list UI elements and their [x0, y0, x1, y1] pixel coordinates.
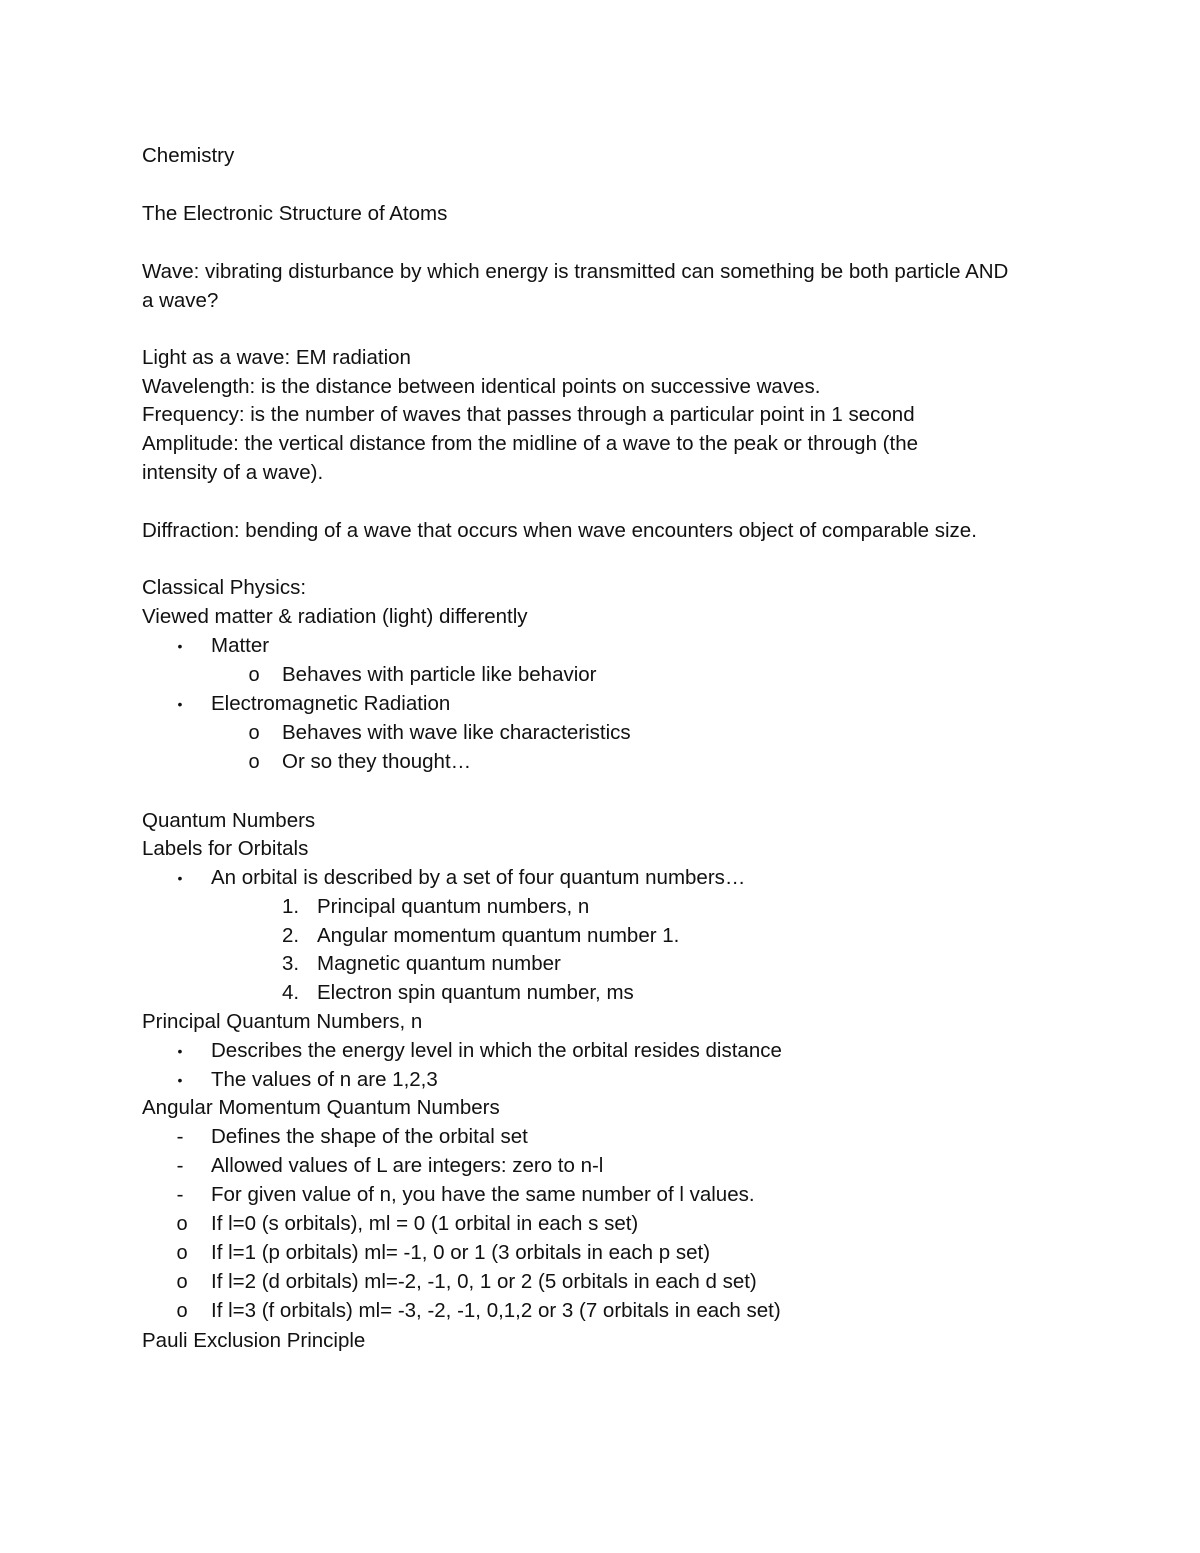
bullet-icon: •	[177, 1072, 183, 1088]
list-item-l0: If l=0 (s orbitals), ml = 0 (1 orbital in each s set)	[211, 1212, 639, 1235]
diffraction-line: Diffraction: bending of a wave that occurs when wave encounters object of comparable size.	[142, 519, 977, 542]
sub-bullet-icon: o	[248, 722, 260, 744]
subject-heading: Chemistry	[142, 144, 235, 167]
sub-bullet-icon: o	[176, 1242, 188, 1264]
list-item-principal: Principal quantum numbers, n	[317, 895, 590, 918]
bullet-icon: •	[177, 696, 183, 712]
list-item-shape: Defines the shape of the orbital set	[211, 1125, 528, 1148]
list-item-magnetic: Magnetic quantum number	[317, 952, 561, 975]
list-item-l3: If l=3 (f orbitals) ml= -3, -2, -1, 0,1,2 or 3 (7 orbitals in each set)	[211, 1299, 781, 1322]
classical-physics-heading: Classical Physics:	[142, 576, 307, 599]
amplitude-line-2: intensity of a wave).	[142, 461, 324, 484]
list-item-particle-behavior: Behaves with particle like behavior	[282, 663, 597, 686]
wavelength-line: Wavelength: is the distance between identical points on successive waves.	[142, 375, 821, 398]
list-number: 3.	[282, 952, 300, 975]
list-item-wave-characteristics: Behaves with wave like characteristics	[282, 721, 631, 744]
wave-definition-line-2: a wave?	[142, 289, 219, 312]
list-item-orbital-description: An orbital is described by a set of four quantum numbers…	[211, 866, 746, 889]
list-item-angular: Angular momentum quantum number 1.	[317, 924, 680, 947]
list-number: 4.	[282, 981, 300, 1004]
document-title: The Electronic Structure of Atoms	[142, 202, 448, 225]
list-number: 1.	[282, 895, 300, 918]
sub-bullet-icon: o	[248, 664, 260, 686]
list-item-allowed-values: Allowed values of L are integers: zero to n-l	[211, 1154, 604, 1177]
wave-definition-line-1: Wave: vibrating disturbance by which energy is transmitted can something be both particle AND	[142, 260, 1009, 283]
list-number: 2.	[282, 924, 300, 947]
dash-icon: -	[176, 1154, 184, 1177]
angular-momentum-heading: Angular Momentum Quantum Numbers	[142, 1096, 500, 1119]
sub-bullet-icon: o	[176, 1300, 188, 1322]
labels-for-orbitals-line: Labels for Orbitals	[142, 837, 309, 860]
sub-bullet-icon: o	[176, 1213, 188, 1235]
frequency-line: Frequency: is the number of waves that passes through a particular point in 1 second	[142, 403, 915, 426]
list-item-so-they-thought: Or so they thought…	[282, 750, 472, 773]
list-item-energy-level: Describes the energy level in which the orbital resides distance	[211, 1039, 782, 1062]
sub-bullet-icon: o	[176, 1271, 188, 1293]
sub-bullet-icon: o	[248, 751, 260, 773]
bullet-icon: •	[177, 870, 183, 886]
dash-icon: -	[176, 1125, 184, 1148]
list-item-l2: If l=2 (d orbitals) ml=-2, -1, 0, 1 or 2 (5 orbitals in each d set)	[211, 1270, 757, 1293]
bullet-icon: •	[177, 638, 183, 654]
light-as-wave-line: Light as a wave: EM radiation	[142, 346, 411, 369]
list-item-em-radiation: Electromagnetic Radiation	[211, 692, 451, 715]
list-item-electron-spin: Electron spin quantum number, ms	[317, 981, 634, 1004]
amplitude-line-1: Amplitude: the vertical distance from the midline of a wave to the peak or through (the	[142, 432, 918, 455]
list-item-same-number: For given value of n, you have the same number of l values.	[211, 1183, 755, 1206]
principal-qn-heading: Principal Quantum Numbers, n	[142, 1010, 423, 1033]
dash-icon: -	[176, 1183, 184, 1206]
list-item-n-values: The values of n are 1,2,3	[211, 1068, 438, 1091]
bullet-icon: •	[177, 1043, 183, 1059]
pauli-heading: Pauli Exclusion Principle	[142, 1329, 366, 1352]
quantum-numbers-heading: Quantum Numbers	[142, 809, 316, 832]
viewed-matter-line: Viewed matter & radiation (light) differently	[142, 605, 528, 628]
list-item-l1: If l=1 (p orbitals) ml= -1, 0 or 1 (3 orbitals in each p set)	[211, 1241, 711, 1264]
list-item-matter: Matter	[211, 634, 270, 657]
